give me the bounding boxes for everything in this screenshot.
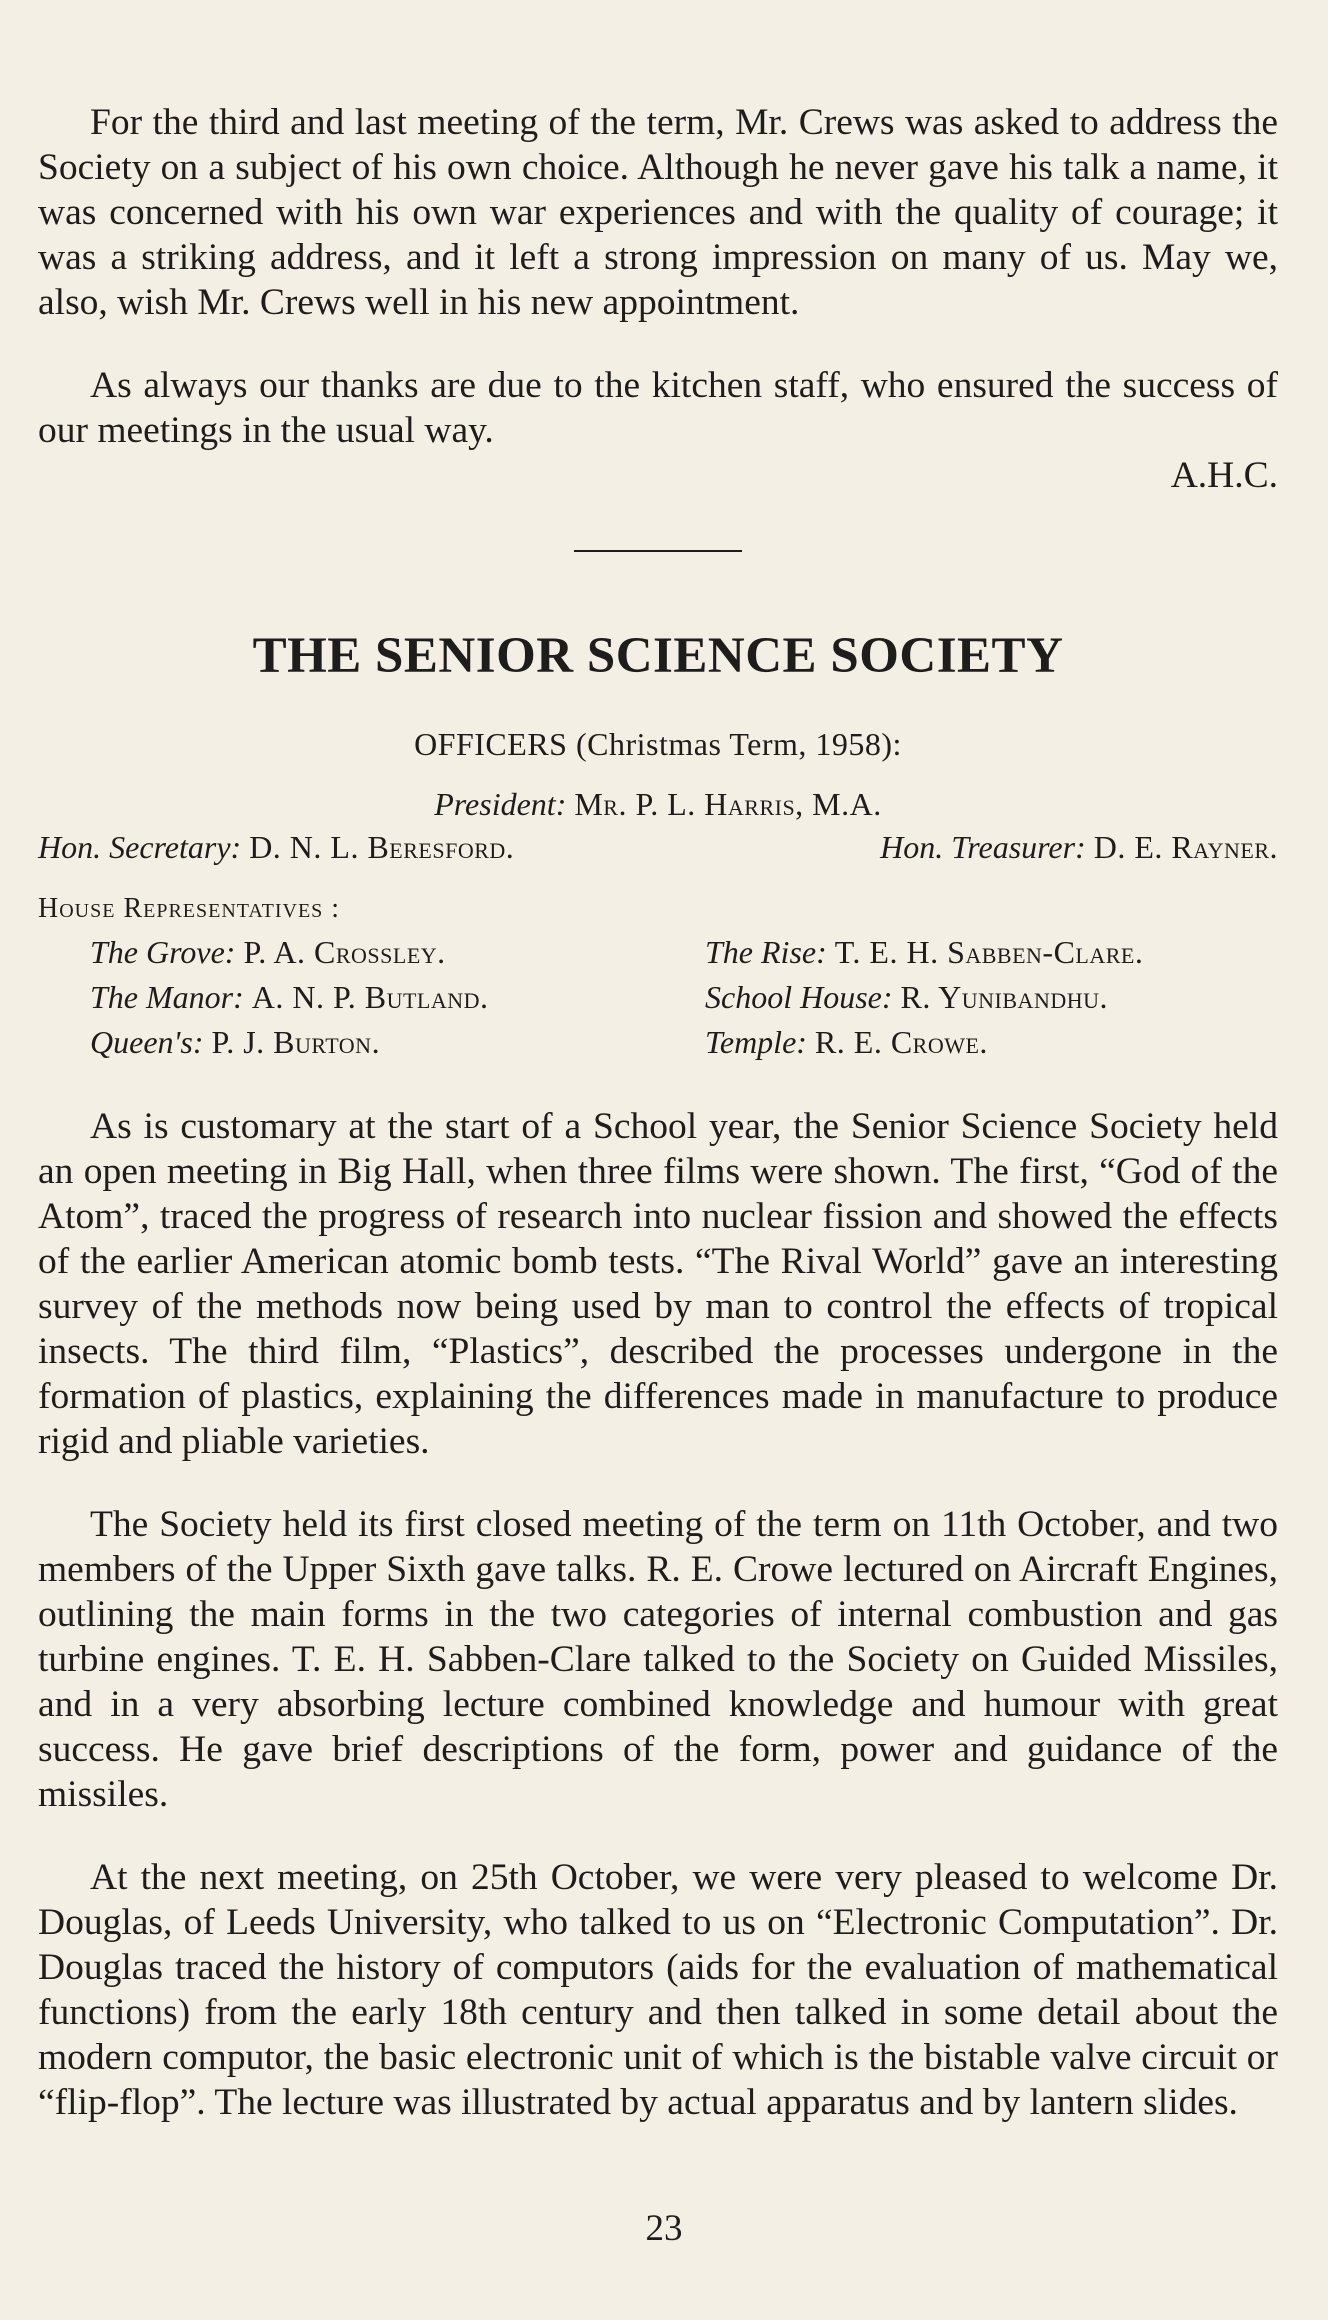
house-representative: R. Yunibandhu. — [900, 979, 1108, 1015]
page-content — [38, 100, 1278, 2125]
house-representative: T. E. H. Sabben-Clare. — [834, 934, 1144, 970]
house-label: The Rise: — [705, 934, 827, 970]
house-representative: R. E. Crowe. — [814, 1024, 988, 1060]
house-representative: P. J. Burton. — [211, 1024, 381, 1060]
section-divider — [574, 550, 742, 552]
house-representative: P. A. Crossley. — [243, 934, 446, 970]
house-label: Temple: — [705, 1024, 807, 1060]
house-label: The Grove: — [90, 934, 236, 970]
page-number: 23 — [645, 2208, 683, 2249]
treasurer-entry — [880, 827, 1278, 867]
house-entry — [90, 1022, 705, 1062]
intro-paragraph-1: For the third and last meeting of the term, Mr. Crews was asked to address the Society on a subject of his own choice. Although he never gave his talk a name, it was concerned with his own war experiences and with the quality of courage; it was a striking address, and it left a strong impression on many of us. May we, also, wish Mr. Crews well in his new appointment. — [38, 102, 1278, 323]
house-representatives-heading: House Representatives : — [38, 893, 341, 924]
signature: A.H.C. — [1170, 455, 1278, 496]
secretary-label: Hon. Secretary: — [38, 829, 242, 865]
treasurer-name: D. E. Rayner. — [1093, 829, 1278, 865]
house-entry — [90, 932, 705, 972]
house-label: School House: — [705, 979, 893, 1015]
president-name: Mr. P. L. Harris, M.A. — [574, 786, 882, 822]
president-label: President: — [434, 786, 567, 822]
society-paragraph-1: As is customary at the start of a School year, the Senior Science Society held an open meeting in Big Hall, when three films were shown. The first, “God of the Atom”, traced the progress of research into nuclear fission and showed the effects of the earlier American atomic bomb tests. “The Rival World” gave an interesting survey of the methods now being used by man to control the effects of tropical insects. The third film, “Plastics”, described the processes undergone in the formation of plastics, explaining the differences made in manufacture to produce rigid and pliable varieties. — [38, 1106, 1278, 1462]
house-entry — [705, 932, 1305, 972]
house-entry — [705, 1022, 1305, 1062]
house-label: The Manor: — [90, 979, 244, 1015]
secretary-name: D. N. L. Beresford. — [249, 829, 515, 865]
society-paragraph-2: The Society held its first closed meeting of the term on 11th October, and two members of the Upper Sixth gave talks. R. E. Crowe lectured on Aircraft Engines, outlining the main forms in the two categories of internal combustion and gas turbine engines. T. E. H. Sabben-Clare talked to the Society on Guided Missiles, and in a very absorbing lecture combined knowledge and humour with great success. He gave brief descriptions of the form, power and guidance of the missiles. — [38, 1504, 1278, 1815]
secretary-treasurer-line — [38, 827, 1278, 867]
house-representative: A. N. P. Butland. — [251, 979, 489, 1015]
section-title: THE SENIOR SCIENCE SOCIETY — [252, 628, 1064, 684]
officers-heading: OFFICERS (Christmas Term, 1958): — [414, 726, 902, 762]
president-line — [38, 784, 1278, 824]
treasurer-label: Hon. Treasurer: — [880, 829, 1086, 865]
house-label: Queen's: — [90, 1024, 204, 1060]
house-entry — [705, 977, 1305, 1017]
house-entry — [90, 977, 705, 1017]
secretary-entry — [38, 827, 514, 867]
society-paragraph-3: At the next meeting, on 25th October, we were very pleased to welcome Dr. Douglas, of Leeds University, who talked to us on “Electronic Computation”. Dr. Douglas traced the history of computors (aids for the evaluation of mathematical functions) from the early 18th century and then talked in some detail about the modern computor, the basic electronic unit of which is the bistable valve circuit or “flip-flop”. The lecture was illustrated by actual apparatus and by lantern slides. — [38, 1857, 1278, 2123]
intro-paragraph-2: As always our thanks are due to the kitchen staff, who ensured the success of our meetings in the usual way. — [38, 365, 1278, 451]
house-representatives-list — [38, 932, 1278, 1062]
